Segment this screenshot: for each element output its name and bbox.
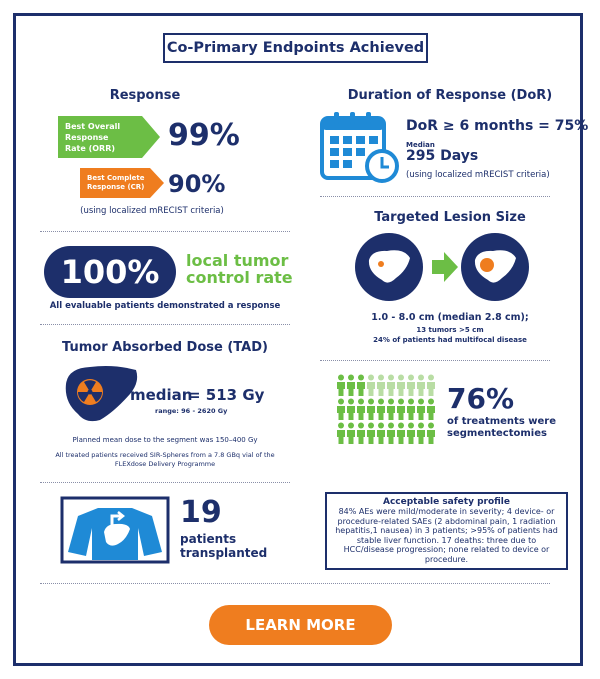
- person-icon: [337, 423, 345, 445]
- person-icon: [337, 399, 345, 421]
- dose-median-label: median: [130, 386, 193, 404]
- control-rate-badge: 100%: [44, 246, 176, 298]
- cr-label: [80, 168, 154, 198]
- response-heading: Response: [109, 88, 181, 103]
- divider: [40, 324, 290, 325]
- control-note: All evaluable patients demonstrated a response: [49, 301, 281, 311]
- dose-note-2-line1: All treated patients received SIR-Spheres from a 7.8 GBq vial of the: [55, 451, 275, 459]
- person-icon: [407, 375, 415, 397]
- transplant-value: 19: [180, 495, 222, 530]
- control-label-line1: local tumor: [186, 251, 289, 270]
- cr-value: 90%: [168, 170, 226, 198]
- person-icon: [397, 423, 405, 445]
- cr-label-line1: Best Complete: [87, 174, 145, 182]
- safety-heading: Acceptable safety profile: [383, 497, 510, 507]
- orr-label-line3: Rate (ORR): [65, 143, 116, 153]
- orr-label: [58, 116, 148, 158]
- control-rate-label: [186, 252, 293, 286]
- person-icon: [427, 399, 435, 421]
- lesion-range: 1.0 - 8.0 cm (median 2.8 cm);: [371, 312, 529, 323]
- orr-label-line1: Best Overall: [65, 121, 121, 131]
- person-icon: [347, 375, 355, 397]
- segment-label: [447, 416, 556, 440]
- person-icon: [427, 375, 435, 397]
- person-icon: [417, 399, 425, 421]
- lesion-heading: Targeted Lesion Size: [374, 210, 526, 225]
- people-icon-grid: [336, 374, 440, 446]
- person-icon: [407, 423, 415, 445]
- person-icon: [377, 423, 385, 445]
- learn-more-button[interactable]: LEARN MORE: [209, 605, 392, 645]
- safety-box: [325, 492, 568, 570]
- divider: [40, 583, 550, 584]
- control-label-line2: control rate: [186, 268, 293, 287]
- dose-heading: Tumor Absorbed Dose (TAD): [62, 340, 268, 355]
- dose-note-1: Planned mean dose to the segment was 150–400 Gy: [72, 436, 258, 444]
- dose-median-value: = 513 Gy: [188, 386, 265, 404]
- person-icon: [397, 399, 405, 421]
- person-icon: [387, 423, 395, 445]
- person-icon: [377, 399, 385, 421]
- transplant-label-line1: patients: [180, 532, 237, 546]
- calendar-clock-icon: [320, 110, 400, 186]
- person-icon: [377, 375, 385, 397]
- person-icon: [367, 423, 375, 445]
- dor-median-value: 295 Days: [406, 148, 479, 164]
- segment-label-line2: segmentectomies: [447, 428, 547, 439]
- person-icon: [367, 375, 375, 397]
- person-icon: [357, 423, 365, 445]
- lesion-note-2: 24% of patients had multifocal disease: [373, 336, 527, 344]
- person-icon: [417, 423, 425, 445]
- dor-heading: Duration of Response (DoR): [347, 88, 553, 103]
- person-icon: [347, 423, 355, 445]
- person-icon: [417, 375, 425, 397]
- person-icon: [337, 375, 345, 397]
- person-icon: [357, 375, 365, 397]
- dose-range: range: 96 - 2620 Gy: [155, 407, 228, 415]
- segment-value: 76%: [447, 382, 515, 415]
- divider: [320, 196, 550, 197]
- divider: [40, 482, 290, 483]
- lesion-note-1: 13 tumors >5 cm: [416, 326, 484, 334]
- response-criteria: (using localized mRECIST criteria): [80, 206, 224, 216]
- page-title: Co-Primary Endpoints Achieved: [163, 33, 428, 63]
- person-icon: [397, 375, 405, 397]
- person-icon: [357, 399, 365, 421]
- transplant-label-line2: transplanted: [180, 546, 268, 560]
- dose-note-2: [35, 451, 295, 469]
- person-icon: [367, 399, 375, 421]
- divider: [40, 231, 290, 232]
- person-icon: [347, 399, 355, 421]
- person-icon: [407, 399, 415, 421]
- person-icon: [427, 423, 435, 445]
- segment-label-line1: of treatments were: [447, 416, 556, 427]
- orr-label-line2: Response: [65, 132, 109, 142]
- lesion-size-illustration: [352, 230, 532, 304]
- orr-value: 99%: [168, 118, 240, 153]
- safety-body: 84% AEs were mild/moderate in severity; 4 device- or procedure-related SAEs (2 abdominal pain, 1 radiation hepatitis,1 nausea) in 3 patients; >95% of patients had stable liver function. 17 deaths: three due to HCC/disease progression; none related to device or procedure.: [335, 507, 558, 564]
- dor-criteria: (using localized mRECIST criteria): [406, 170, 550, 180]
- dose-note-2-line2: FLEXdose Delivery Programme: [114, 460, 216, 468]
- divider: [320, 360, 550, 361]
- transplant-label: [180, 532, 267, 560]
- dor-headline: DoR ≥ 6 months = 75%: [406, 118, 589, 134]
- cr-label-line2: Response (CR): [87, 183, 145, 191]
- person-icon: [387, 399, 395, 421]
- transplant-patient-icon: [60, 496, 170, 564]
- person-icon: [387, 375, 395, 397]
- dor-median-label: Median: [406, 141, 435, 149]
